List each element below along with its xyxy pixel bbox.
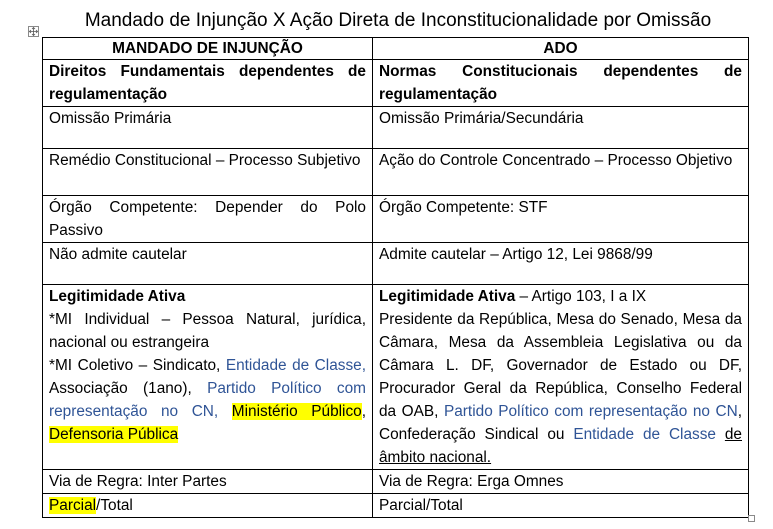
- cell-left: Remédio Constitucional – Processo Subjetivo: [43, 149, 373, 196]
- cell-left: Omissão Primária: [43, 107, 373, 149]
- cell-right: Ação do Controle Concentrado – Processo Objetivo: [373, 149, 749, 196]
- table-row: [43, 196, 749, 243]
- cell-legitimidade-mi: [43, 285, 373, 470]
- table-row: [43, 470, 749, 494]
- legitimidade-heading: Legitimidade Ativa: [379, 288, 516, 305]
- total-text: /Total: [96, 497, 133, 514]
- cell-left: Não admite cautelar: [43, 243, 373, 285]
- partido-politico: Partido Político com representação no CN,: [49, 380, 366, 420]
- cell-right: Admite cautelar – Artigo 12, Lei 9868/99: [373, 243, 749, 285]
- legitimados-list: Presidente da República, Mesa do Senado, Mesa da Câmara, Mesa da Assembleia Legislativa ou da Câmara L. DF, Governador de Estado ou DF, Procurador Geral da República, Conselho Federal da OAB,: [379, 311, 742, 420]
- header-mandado: MANDADO DE INJUNÇÃO: [43, 38, 373, 60]
- ministerio-publico: Ministério Público: [231, 403, 362, 420]
- table-resize-handle[interactable]: [748, 515, 755, 522]
- cell-right: Via de Regra: Erga Omnes: [373, 470, 749, 494]
- mi-individual: *MI Individual – Pessoa Natural, jurídica, nacional ou estrangeira: [49, 311, 366, 351]
- parcial-highlight: Parcial: [49, 497, 97, 514]
- associacao: Associação (1ano),: [49, 380, 208, 397]
- table-row: [43, 149, 749, 196]
- table-row: [43, 60, 749, 107]
- defensoria-publica: Defensoria Pública: [49, 426, 179, 443]
- cell-left: Direitos Fundamentais dependentes de regulamentação: [43, 60, 373, 107]
- separator: [218, 403, 232, 420]
- comparison-table: [42, 37, 749, 518]
- cell-left: Via de Regra: Inter Partes: [43, 470, 373, 494]
- cell-left: Órgão Competente: Depender do Polo Passivo: [43, 196, 373, 243]
- header-ado: ADO: [373, 38, 749, 60]
- cell-right: Normas Constitucionais dependentes de regulamentação: [373, 60, 749, 107]
- cell-right: Omissão Primária/Secundária: [373, 107, 749, 149]
- legitimidade-heading: Legitimidade Ativa: [49, 288, 186, 305]
- cell-right: Parcial/Total: [373, 494, 749, 518]
- confederacao-sindical: , Confederação Sindical ou: [379, 403, 743, 443]
- cell-left: [43, 494, 373, 518]
- table-row: [43, 494, 749, 518]
- entidade-classe: Entidade de Classe,: [225, 357, 366, 374]
- table-move-handle[interactable]: [28, 26, 39, 37]
- space: [716, 426, 725, 443]
- mi-coletivo-prefix: *MI Coletivo – Sindicato,: [49, 357, 226, 374]
- ambito-nacional: de âmbito nacional.: [379, 426, 742, 466]
- cell-legitimidade-ado: [373, 285, 749, 470]
- cell-right: Órgão Competente: STF: [373, 196, 749, 243]
- table-row-legitimidade: [43, 285, 749, 470]
- artigo-103: – Artigo 103, I a IX: [515, 288, 647, 305]
- comma: ,: [361, 403, 366, 420]
- document-title: Mandado de Injunção X Ação Direta de Inconstitucionalidade por Omissão: [84, 10, 712, 31]
- entidade-classe: Entidade de Classe: [573, 426, 716, 443]
- move-arrows-icon: [29, 27, 38, 36]
- table-header-row: [43, 38, 749, 60]
- table-row: [43, 243, 749, 285]
- partido-politico: Partido Político com representação no CN: [443, 403, 738, 420]
- table-row: [43, 107, 749, 149]
